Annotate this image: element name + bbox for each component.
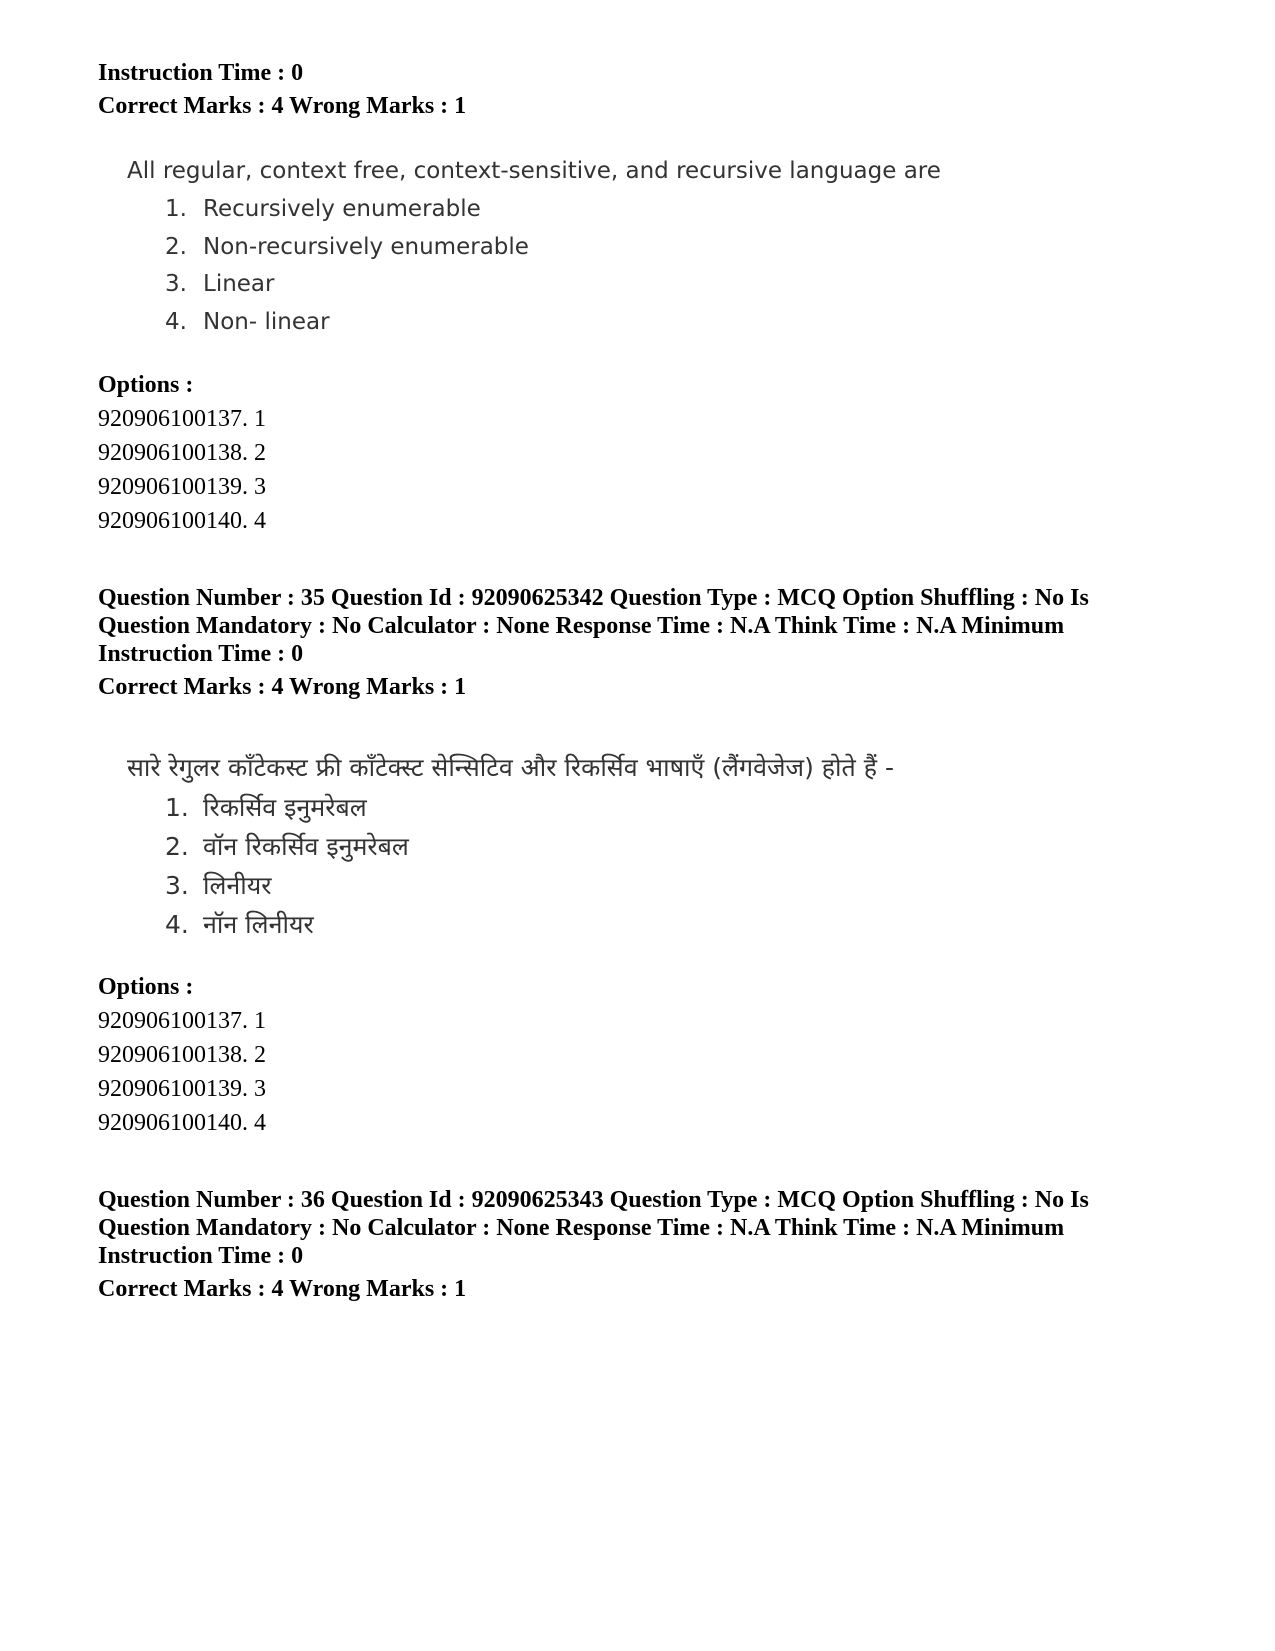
option-item: 920906100137. 1 xyxy=(98,406,266,432)
question-item: 3. लिनीयर xyxy=(165,871,272,900)
option-item: 920906100140. 4 xyxy=(98,508,266,534)
question-item: 4. नॉन लिनीयर xyxy=(165,910,314,939)
options-label: Options : xyxy=(98,372,194,398)
question-item: 2. Non-recursively enumerable xyxy=(165,234,529,260)
question-item: 1. Recursively enumerable xyxy=(165,196,481,222)
instruction-time: Instruction Time : 0 xyxy=(98,60,304,86)
option-item: 920906100138. 2 xyxy=(98,1042,266,1068)
marks-line: Correct Marks : 4 Wrong Marks : 1 xyxy=(98,674,467,700)
option-item: 920906100140. 4 xyxy=(98,1110,266,1136)
question-header: Question Mandatory : No Calculator : None Response Time : N.A Think Time : N.A Minimum xyxy=(98,1215,1065,1241)
marks-line: Correct Marks : 4 Wrong Marks : 1 xyxy=(98,1276,467,1302)
question-item: 1. रिकर्सिव इनुमरेबल xyxy=(165,793,367,822)
option-item: 920906100137. 1 xyxy=(98,1008,266,1034)
question-text: सारे रेगुलर कॉंटेकस्ट फ्री कॉंटेक्स्ट सेन्सिटिव और रिकर्सिव भाषाएँ (लैंगवेजेज) होते हैं - xyxy=(127,753,894,782)
question-text: All regular, context free, context-sensitive, and recursive language are xyxy=(127,158,941,184)
question-header: Question Number : 35 Question Id : 92090625342 Question Type : MCQ Option Shuffling : No Is xyxy=(98,585,1089,611)
instruction-time: Instruction Time : 0 xyxy=(98,1243,304,1269)
option-item: 920906100139. 3 xyxy=(98,474,266,500)
question-header: Question Number : 36 Question Id : 92090625343 Question Type : MCQ Option Shuffling : No Is xyxy=(98,1187,1089,1213)
question-item: 4. Non- linear xyxy=(165,309,330,335)
instruction-time: Instruction Time : 0 xyxy=(98,641,304,667)
option-item: 920906100138. 2 xyxy=(98,440,266,466)
question-item: 2. वॉन रिकर्सिव इनुमरेबल xyxy=(165,832,409,861)
question-item: 3. Linear xyxy=(165,271,275,297)
marks-line: Correct Marks : 4 Wrong Marks : 1 xyxy=(98,93,467,119)
question-header: Question Mandatory : No Calculator : None Response Time : N.A Think Time : N.A Minimum xyxy=(98,613,1065,639)
option-item: 920906100139. 3 xyxy=(98,1076,266,1102)
options-label: Options : xyxy=(98,974,194,1000)
